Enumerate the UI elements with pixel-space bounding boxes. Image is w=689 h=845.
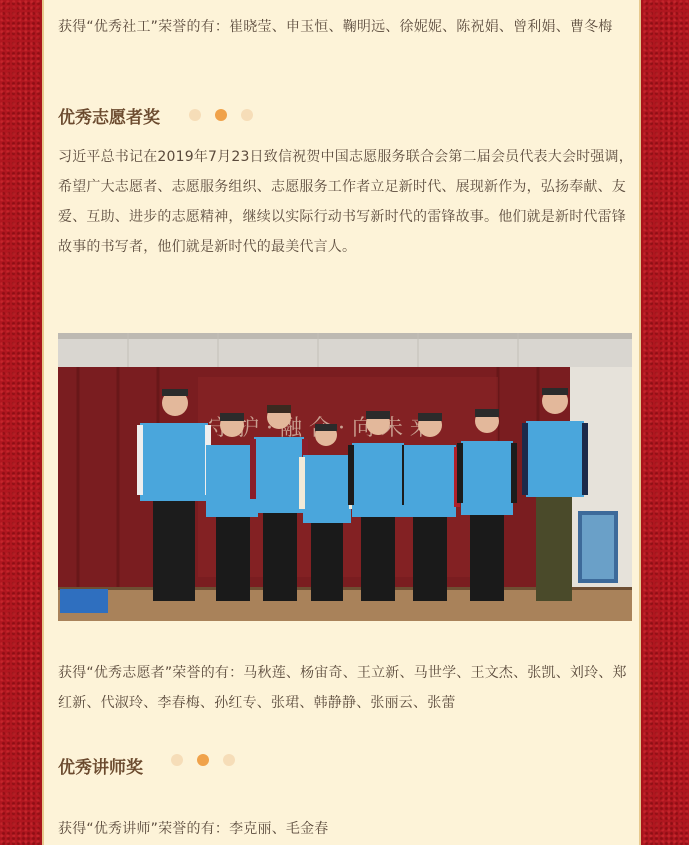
volunteer-intro-paragraph: 习近平总书记在2019年7月23日致信祝贺中国志愿服务联合会第二届会员代表大会时强调，希望广大志愿者、志愿服务组织、志愿服务工作者立足新时代、展现新作为，弘扬奉献、友爱、互助、进步的志愿精神，继续以实际行动书写新时代的雷锋故事。他们就是新时代雷锋故事的书写者，他们就是新时代的最美代言人。 [58,149,633,255]
lecturer-award-heading: 优秀讲师奖 [58,757,143,778]
dot-icon [189,109,201,121]
left-decorative-border [0,0,40,845]
social-worker-awardees: 获得“优秀社工”荣誉的有：崔晓莹、申玉恒、鞠明远、徐妮妮、陈祝娟、曾利娟、曹冬梅 [58,19,613,35]
heading-dots-decoration [189,109,253,121]
lecturer-awardees: 获得“优秀讲师”荣誉的有：李克丽、毛金春 [58,821,329,837]
dot-icon [171,754,183,766]
volunteer-award-heading: 优秀志愿者奖 [58,107,160,128]
dot-icon [215,109,227,121]
article-body [42,0,641,845]
heading-dots-decoration [171,754,235,766]
volunteer-group-photo [58,333,632,621]
volunteer-awardees: 获得“优秀志愿者”荣誉的有：马秋莲、杨宙奇、王立新、马世学、王文杰、张凯、刘玲、郑红新、代淑玲、李春梅、孙红专、张珺、韩静静、张丽云、张蕾 [58,665,627,711]
dot-icon [223,754,235,766]
svg-text:守 护 · 融 合 · 向 未 来: 守 护 · 融 · 向 未 [208,416,403,441]
dot-icon [197,754,209,766]
right-decorative-border [643,0,689,845]
dot-icon [241,109,253,121]
